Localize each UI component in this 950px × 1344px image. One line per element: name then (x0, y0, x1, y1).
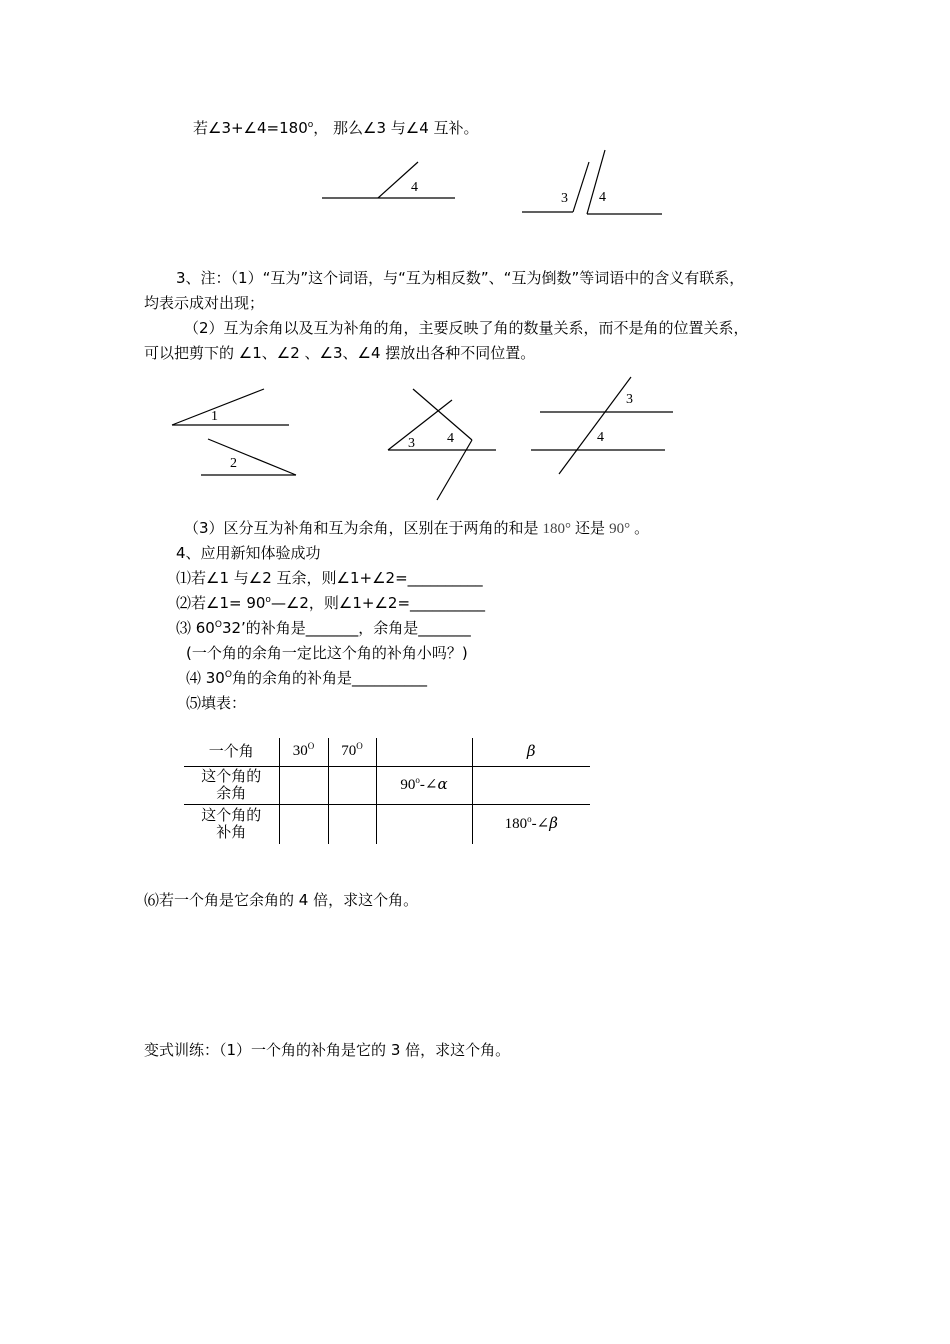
question-3 (176, 618, 471, 638)
note3-line2: 均表示成对出现； (144, 294, 265, 312)
question-3-c: 32’的补角是_______，余角是_______ (221, 619, 471, 637)
table-row-complement (184, 766, 590, 804)
note3-part3-a: （3）区分互为补角和互为余角，区别在于两角的和是 (184, 519, 539, 537)
question-3-a: ⑶ 60 (176, 619, 215, 637)
figure-two-triangles (172, 389, 296, 475)
question-4 (186, 668, 427, 688)
value-90: 90° (609, 521, 631, 537)
angle-table (184, 738, 590, 844)
table-cell-empty[interactable] (279, 804, 328, 844)
table-cell-90-minus-alpha: 90$^o$-∠α (376, 766, 472, 804)
table-cell-empty[interactable] (328, 804, 376, 844)
note3-part3-c: 还是 (575, 519, 606, 537)
question-2 (176, 593, 485, 613)
figure-separated-angles (522, 150, 662, 214)
question-2-c: —∠2，则∠1+∠2=__________ (270, 594, 486, 612)
figure2-label-4: 4 (599, 190, 606, 205)
note3-part3-e: 。 (634, 519, 650, 537)
table-cell-empty[interactable] (279, 766, 328, 804)
mid-label-4b: 4 (597, 430, 604, 445)
question-4-c: 角的余角的补角是__________ (231, 669, 427, 687)
table-header-70: $70^O$ (328, 738, 376, 766)
degree-mark: o (265, 595, 271, 605)
question-4-a: ⑷ 30 (186, 669, 225, 687)
table-cell-empty[interactable] (328, 766, 376, 804)
mid-label-1: 1 (211, 409, 218, 424)
question-6: ⑹若一个角是它余角的 4 倍，求这个角。 (144, 891, 419, 909)
degree-mark: O (224, 670, 232, 680)
degree-mark: o (307, 120, 314, 130)
mid-label-3b: 3 (626, 392, 633, 407)
question-3-note: (一个角的余角一定比这个角的补角小吗？) (186, 644, 468, 662)
note3-line3: （2）互为余角以及互为补角的角，主要反映了角的数量关系，而不是角的位置关系， (184, 319, 749, 337)
table-cell-empty[interactable] (376, 804, 472, 844)
figure2-label-3: 3 (561, 191, 568, 206)
mid-label-4: 4 (447, 431, 454, 446)
section4-title: 4、应用新知体验成功 (176, 544, 321, 562)
mid-label-2: 2 (230, 456, 237, 471)
note3-line4: 可以把剪下的 ∠1、∠2 、∠3、∠4 摆放出各种不同位置。 (144, 344, 536, 362)
table-label-complement: 这个角的余角 (184, 766, 279, 804)
value-180: 180° (542, 521, 572, 537)
table-label-supplement: 这个角的补角 (184, 804, 279, 844)
question-5: ⑸填表： (186, 694, 247, 712)
table-header-30: $30^O$ (279, 738, 328, 766)
table-header-angle: 一个角 (184, 738, 279, 766)
table-cell-180-minus-beta: 180$^o$-∠β (504, 814, 558, 833)
table-row-header (184, 738, 590, 766)
table-header-empty (376, 738, 472, 766)
figure-parallel-lines (531, 377, 673, 474)
figure1-label-4: 4 (411, 180, 418, 195)
definition-prefix: 若∠3+∠4=180 (193, 119, 308, 137)
variant-training: 变式训练：（1）一个角的补角是它的 3 倍，求这个角。 (144, 1041, 511, 1059)
figure-crossing-angles (388, 389, 496, 500)
question-1: ⑴若∠1 与∠2 互余，则∠1+∠2=__________ (176, 569, 483, 587)
note3-line1: 3、注：（1）“互为”这个词语，与“互为相反数”、“互为倒数”等词语中的含义有联系， (176, 269, 745, 287)
table-cell-empty[interactable] (472, 766, 590, 804)
note3-part3 (184, 518, 649, 539)
degree-mark: O (214, 620, 222, 630)
definition-suffix: ， 那么∠3 与∠4 互补。 (313, 119, 479, 137)
question-2-a: ⑵若∠1= 90 (176, 594, 266, 612)
mid-label-3: 3 (408, 436, 415, 451)
table-row-supplement (184, 804, 590, 844)
table-header-beta: β (472, 738, 590, 766)
figure-adjacent-angles (322, 162, 455, 198)
